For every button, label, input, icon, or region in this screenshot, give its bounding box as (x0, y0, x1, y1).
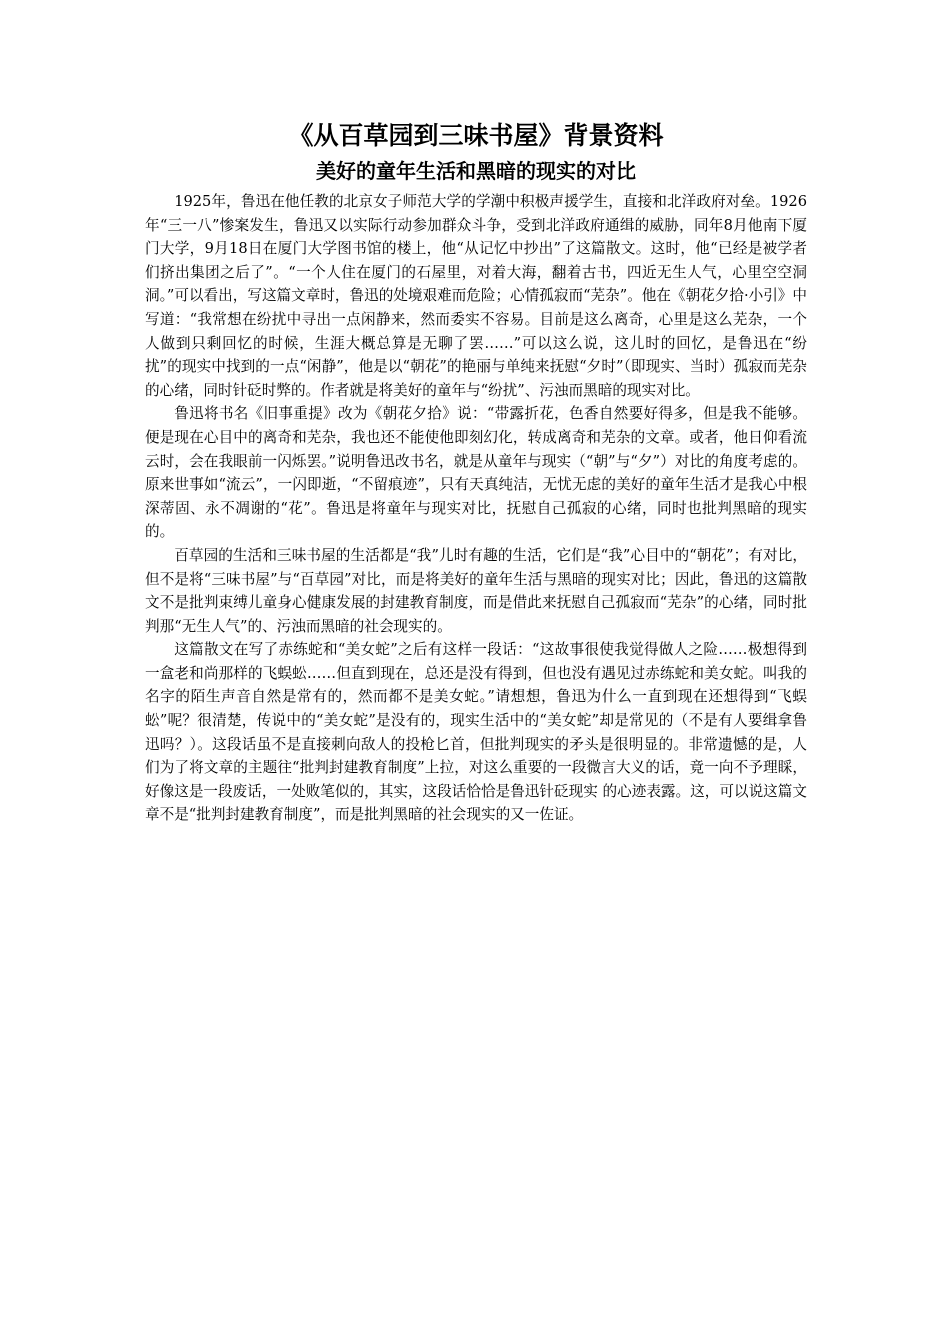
paragraph-4: 这篇散文在写了赤练蛇和“美女蛇”之后有这样一段话：“这故事很使我觉得做人之险……极想得到一盒老和尚那样的飞蜈蚣……但直到现在，总还是没有得到，但也没有遇见过赤练蛇和美女蛇。叫我的名字的陌生声音自然是常有的，然而都不是美女蛇。”请想想，鲁迅为什么一直到现在还想得到“飞蜈蚣”呢？很清楚，传说中的“美女蛇”是没有的，现实生活中的“美女蛇”却是常见的（不是有人要缉拿鲁迅吗？）。这段话虽不是直接刺向敌人的投枪匕首，但批判现实的矛头是很明显的。非常遗憾的是，人们为了将文章的主题往“批判封建教育制度”上拉，对这么重要的一段微言大义的话，竟一向不予理睬，好像这是一段废话，一处败笔似的，其实，这段话恰恰是鲁迅针砭现实 的心迹表露。这，可以说这篇文章不是“批判封建教育制度”，而是批判黑暗的社会现实的又一佐证。 (145, 641, 807, 824)
paragraph-3: 百草园的生活和三味书屋的生活都是“我”儿时有趣的生活，它们是“我”心目中的“朝花”；有对比，但不是将“三味书屋”与“百草园”对比，而是将美好的童年生活与黑暗的现实对比；因此，鲁迅的这篇散文不是批判束缚儿童身心健康发展的封建教育制度，而是借此来抚慰自己孤寂而“芜杂”的心绪，同时批判那“无生人气”的、污浊而黑暗的社会现实的。 (145, 546, 807, 635)
paragraph-2: 鲁迅将书名《旧事重提》改为《朝花夕拾》说：“带露折花，色香自然要好得多，但是我不能够。便是现在心目中的离奇和芜杂，我也还不能使他即刻幻化，转成离奇和芜杂的文章。或者，他日仰看流云时，会在我眼前一闪烁罢。”说明鲁迅改书名，就是从童年与现实（“朝”与“夕”）对比的角度考虑的。原来世事如“流云”，一闪即逝，“不留痕迹”，只有天真纯洁，无忧无虑的美好的童年生活才是我心中根深蒂固、永不凋谢的“花”。鲁迅是将童年与现实对比，抚慰自己孤寂的心绪，同时也批判黑暗的现实的。 (145, 405, 807, 541)
document-page (145, 118, 807, 827)
document-title: 《从百草园到三味书屋》背景资料 (288, 121, 664, 150)
document-subtitle: 美好的童年生活和黑暗的现实的对比 (316, 159, 636, 183)
paragraph-1: 1925年，鲁迅在他任教的北京女子师范大学的学潮中积极声援学生，直接和北洋政府对垒。1926年“三一八”惨案发生，鲁迅又以实际行动参加群众斗争，受到北洋政府通缉的威胁，同年8月他南下厦门大学，9月18日在厦门大学图书馆的楼上，他“从记忆中抄出”了这篇散文。这时，他“已经是被学者们挤出集团之后了”。“一个人住在厦门的石屋里，对着大海，翻着古书，四近无生人气，心里空空洞洞。”可以看出，写这篇文章时，鲁迅的处境艰难而危险；心情孤寂而“芜杂”。他在《朝花夕拾·小引》中写道：“我常想在纷扰中寻出一点闲静来，然而委实不容易。目前是这么离奇，心里是这么芜杂，一个人做到只剩回忆的时候，生涯大概总算是无聊了罢……”可以这么说，这儿时的回忆，是鲁迅在“纷扰”的现实中找到的一点“闲静”，他是以“朝花”的艳丽与单纯来抚慰“夕时”（即现实、当时）孤寂而芜杂的心绪，同时针砭时弊的。作者就是将美好的童年与“纷扰”、污浊而黑暗的现实对比。 (145, 193, 807, 399)
